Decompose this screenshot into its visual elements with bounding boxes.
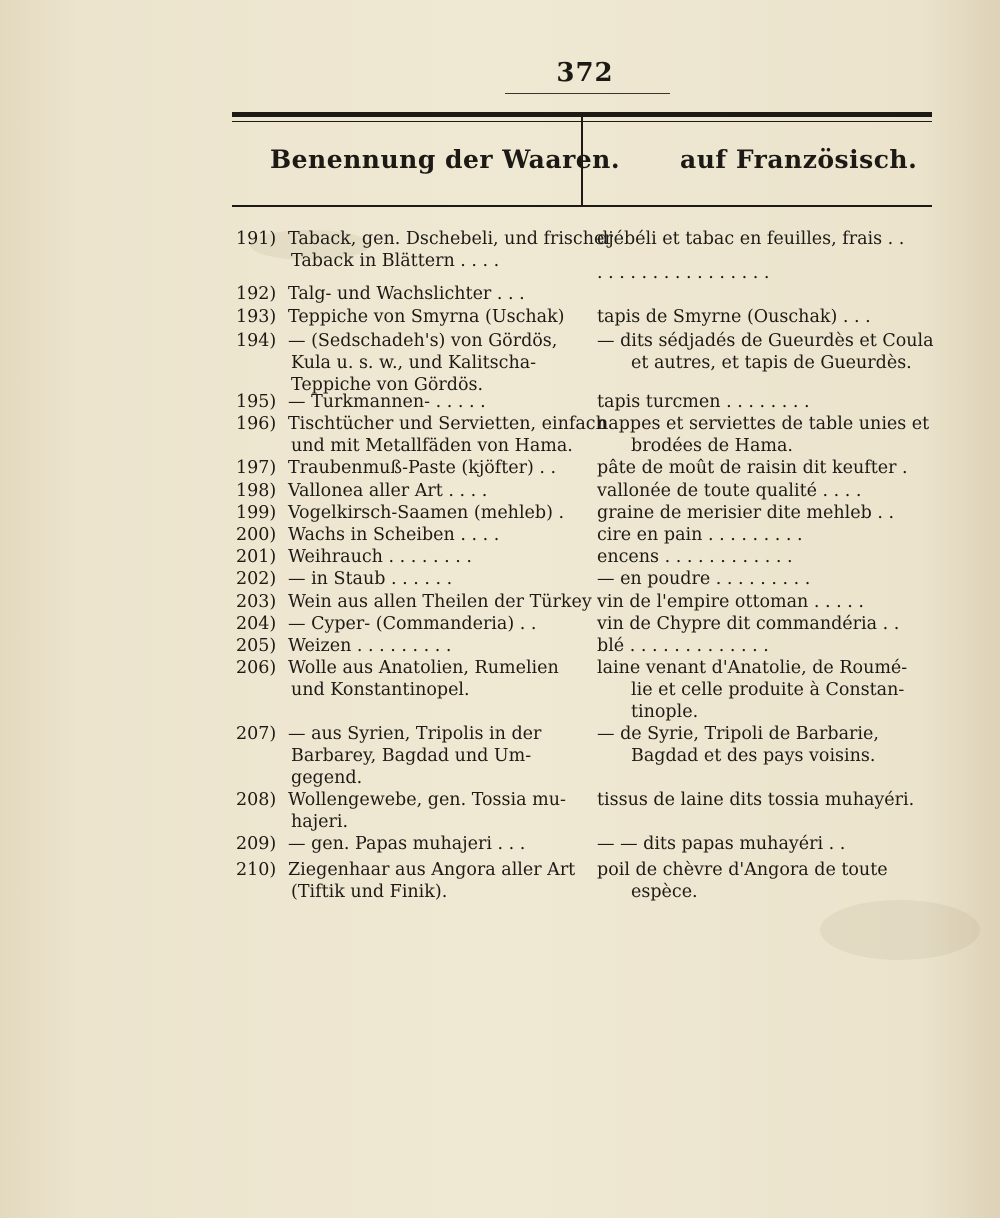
german-text: Weihrauch . . . . . . . . bbox=[288, 547, 472, 567]
paper-stain bbox=[820, 900, 980, 960]
german-text: Wein aus allen Theilen der Türkey bbox=[288, 592, 592, 612]
german-line: Teppiche von Gördös. bbox=[291, 375, 484, 395]
german-line bbox=[236, 502, 576, 524]
german-line bbox=[236, 306, 576, 328]
german-text: — Cyper- (Commanderia) . . bbox=[288, 614, 537, 634]
row-number: 195) bbox=[236, 392, 277, 412]
row-number: 197) bbox=[236, 458, 277, 478]
german-line bbox=[236, 789, 576, 811]
german-text: — gen. Papas muhajeri . . . bbox=[288, 834, 526, 854]
german-line bbox=[236, 859, 576, 881]
table-row-german bbox=[236, 591, 592, 613]
german-line bbox=[236, 391, 576, 413]
row-number: 210) bbox=[236, 860, 277, 880]
french-line: — dits sédjadés de Gueurdès et Coula bbox=[597, 331, 934, 351]
table-row-german bbox=[236, 524, 576, 546]
table-row-german bbox=[236, 833, 576, 855]
german-line bbox=[236, 457, 576, 479]
french-line: vin de Chypre dit commandéria . . bbox=[597, 614, 900, 634]
german-text: — Turkmannen- . . . . . bbox=[288, 392, 486, 412]
row-number: 209) bbox=[236, 834, 277, 854]
french-line: pâte de moût de raisin dit keufter . bbox=[597, 458, 908, 478]
french-line: brodées de Hama. bbox=[631, 436, 793, 456]
table-row-german bbox=[236, 568, 576, 590]
table-row-french bbox=[597, 502, 942, 524]
table-row-french bbox=[597, 568, 942, 590]
german-text: — aus Syrien, Tripolis in der bbox=[288, 724, 542, 744]
page-number-rule bbox=[505, 93, 670, 94]
german-line bbox=[236, 283, 576, 305]
table-row-german bbox=[236, 789, 576, 833]
german-line bbox=[236, 524, 576, 546]
table-row-french bbox=[597, 833, 942, 855]
table-row-french bbox=[597, 859, 942, 903]
french-line: nappes et serviettes de table unies et bbox=[597, 414, 930, 434]
column-header-french: auf Französisch. bbox=[680, 145, 918, 174]
table-row-german bbox=[236, 635, 576, 657]
french-line: espèce. bbox=[631, 882, 698, 902]
table-row-french bbox=[597, 591, 942, 613]
german-line: Kula u. s. w., und Kalitscha- bbox=[291, 353, 537, 373]
row-number: 192) bbox=[236, 284, 277, 304]
german-text: — (Sedschadeh's) von Gördös, bbox=[288, 331, 558, 351]
table-row-french bbox=[597, 789, 942, 811]
french-line: cire en pain . . . . . . . . . bbox=[597, 525, 803, 545]
german-text: Wolle aus Anatolien, Rumelien bbox=[288, 658, 559, 678]
german-line: gegend. bbox=[291, 768, 363, 788]
german-line: (Tiftik und Finik). bbox=[291, 882, 448, 902]
french-line: . . . . . . . . . . . . . . . . bbox=[597, 263, 770, 283]
row-number: 200) bbox=[236, 525, 277, 545]
table-row-french bbox=[597, 306, 942, 328]
french-line: vin de l'empire ottoman . . . . . bbox=[597, 592, 864, 612]
german-line bbox=[236, 228, 613, 250]
german-line: Barbarey, Bagdad und Um- bbox=[291, 746, 532, 766]
row-number: 194) bbox=[236, 331, 277, 351]
table-row-german bbox=[236, 546, 576, 568]
row-number: 196) bbox=[236, 414, 277, 434]
german-text: Vogelkirsch-Saamen (mehleb) . bbox=[288, 503, 565, 523]
table-row-french bbox=[597, 480, 942, 502]
table-row-german bbox=[236, 330, 576, 396]
page-number: 372 bbox=[556, 58, 614, 88]
table-row-german bbox=[236, 859, 576, 903]
table-row-french bbox=[597, 635, 942, 657]
table-row-german bbox=[236, 306, 576, 328]
french-line: tapis de Smyrne (Ouschak) . . . bbox=[597, 307, 871, 327]
table-row-german bbox=[236, 457, 576, 479]
row-number: 193) bbox=[236, 307, 277, 327]
german-line bbox=[236, 833, 576, 855]
german-text: Teppiche von Smyrna (Uschak) bbox=[288, 307, 565, 327]
german-line bbox=[236, 480, 576, 502]
german-line: hajeri. bbox=[291, 812, 349, 832]
table-row-french bbox=[597, 391, 942, 413]
french-line: graine de merisier dite mehleb . . bbox=[597, 503, 895, 523]
table-row-french bbox=[597, 413, 942, 457]
german-line bbox=[236, 413, 607, 435]
german-text: — in Staub . . . . . . bbox=[288, 569, 453, 589]
french-line: Bagdad et des pays voisins. bbox=[631, 746, 876, 766]
table-row-german bbox=[236, 283, 576, 305]
german-text: Vallonea aller Art . . . . bbox=[288, 481, 488, 501]
french-line: encens . . . . . . . . . . . . bbox=[597, 547, 793, 567]
table-row-german bbox=[236, 657, 576, 701]
french-line: lie et celle produite à Constan- bbox=[631, 680, 905, 700]
german-text: Tischtücher und Servietten, einfach bbox=[288, 414, 607, 434]
german-line: und mit Metallfäden von Hama. bbox=[291, 436, 573, 456]
french-line: poil de chèvre d'Angora de toute bbox=[597, 860, 888, 880]
table-row-german bbox=[236, 391, 576, 413]
french-line: tissus de laine dits tossia muhayéri. bbox=[597, 790, 915, 810]
german-line bbox=[236, 568, 576, 590]
column-header-german: Benennung der Waaren. bbox=[270, 145, 621, 174]
table-row-french bbox=[597, 457, 942, 479]
table-row-french bbox=[597, 524, 942, 546]
table-row-french bbox=[597, 613, 942, 635]
french-line: et autres, et tapis de Gueurdès. bbox=[631, 353, 912, 373]
row-number: 208) bbox=[236, 790, 277, 810]
table-row-german bbox=[236, 480, 576, 502]
table-row-german bbox=[236, 613, 576, 635]
french-line: tapis turcmen . . . . . . . . bbox=[597, 392, 810, 412]
header-bottom-rule bbox=[232, 205, 932, 207]
row-number: 201) bbox=[236, 547, 277, 567]
table-row-french bbox=[597, 330, 942, 374]
table-row-german bbox=[236, 502, 576, 524]
french-line: vallonée de toute qualité . . . . bbox=[597, 481, 862, 501]
row-number: 207) bbox=[236, 724, 277, 744]
row-number: 199) bbox=[236, 503, 277, 523]
row-number: 191) bbox=[236, 229, 277, 249]
table-row-french bbox=[597, 228, 942, 250]
german-line bbox=[236, 591, 592, 613]
table-row-german bbox=[236, 723, 576, 789]
french-line: tinople. bbox=[631, 702, 699, 722]
german-text: Weizen . . . . . . . . . bbox=[288, 636, 452, 656]
french-line: — — dits papas muhayéri . . bbox=[597, 834, 846, 854]
french-line: — en poudre . . . . . . . . . bbox=[597, 569, 811, 589]
row-number: 205) bbox=[236, 636, 277, 656]
table-row-german bbox=[236, 228, 613, 272]
french-line: djébéli et tabac en feuilles, frais . . bbox=[597, 229, 905, 249]
german-line bbox=[236, 723, 576, 745]
german-text: Wachs in Scheiben . . . . bbox=[288, 525, 500, 545]
french-line: laine venant d'Anatolie, de Roumé- bbox=[597, 658, 908, 678]
row-number: 206) bbox=[236, 658, 277, 678]
german-line: und Konstantinopel. bbox=[291, 680, 470, 700]
french-line: blé . . . . . . . . . . . . . bbox=[597, 636, 769, 656]
table-row-french bbox=[597, 657, 942, 723]
german-line bbox=[236, 546, 576, 568]
table-row-german bbox=[236, 413, 607, 457]
french-line: — de Syrie, Tripoli de Barbarie, bbox=[597, 724, 879, 744]
german-line bbox=[236, 613, 576, 635]
german-line bbox=[236, 635, 576, 657]
row-number: 203) bbox=[236, 592, 277, 612]
table-row-french bbox=[597, 262, 942, 284]
table-row-french bbox=[597, 723, 942, 767]
row-number: 202) bbox=[236, 569, 277, 589]
german-text: Taback, gen. Dschebeli, und frischer bbox=[288, 229, 613, 249]
table-row-french bbox=[597, 546, 942, 568]
german-line bbox=[236, 330, 576, 352]
german-text: Wollengewebe, gen. Tossia mu- bbox=[288, 790, 566, 810]
german-text: Ziegenhaar aus Angora aller Art bbox=[288, 860, 576, 880]
german-line: Taback in Blättern . . . . bbox=[291, 251, 500, 271]
row-number: 204) bbox=[236, 614, 277, 634]
german-line bbox=[236, 657, 576, 679]
row-number: 198) bbox=[236, 481, 277, 501]
german-text: Traubenmuß-Paste (kjöfter) . . bbox=[288, 458, 557, 478]
german-text: Talg- und Wachslichter . . . bbox=[288, 284, 525, 304]
